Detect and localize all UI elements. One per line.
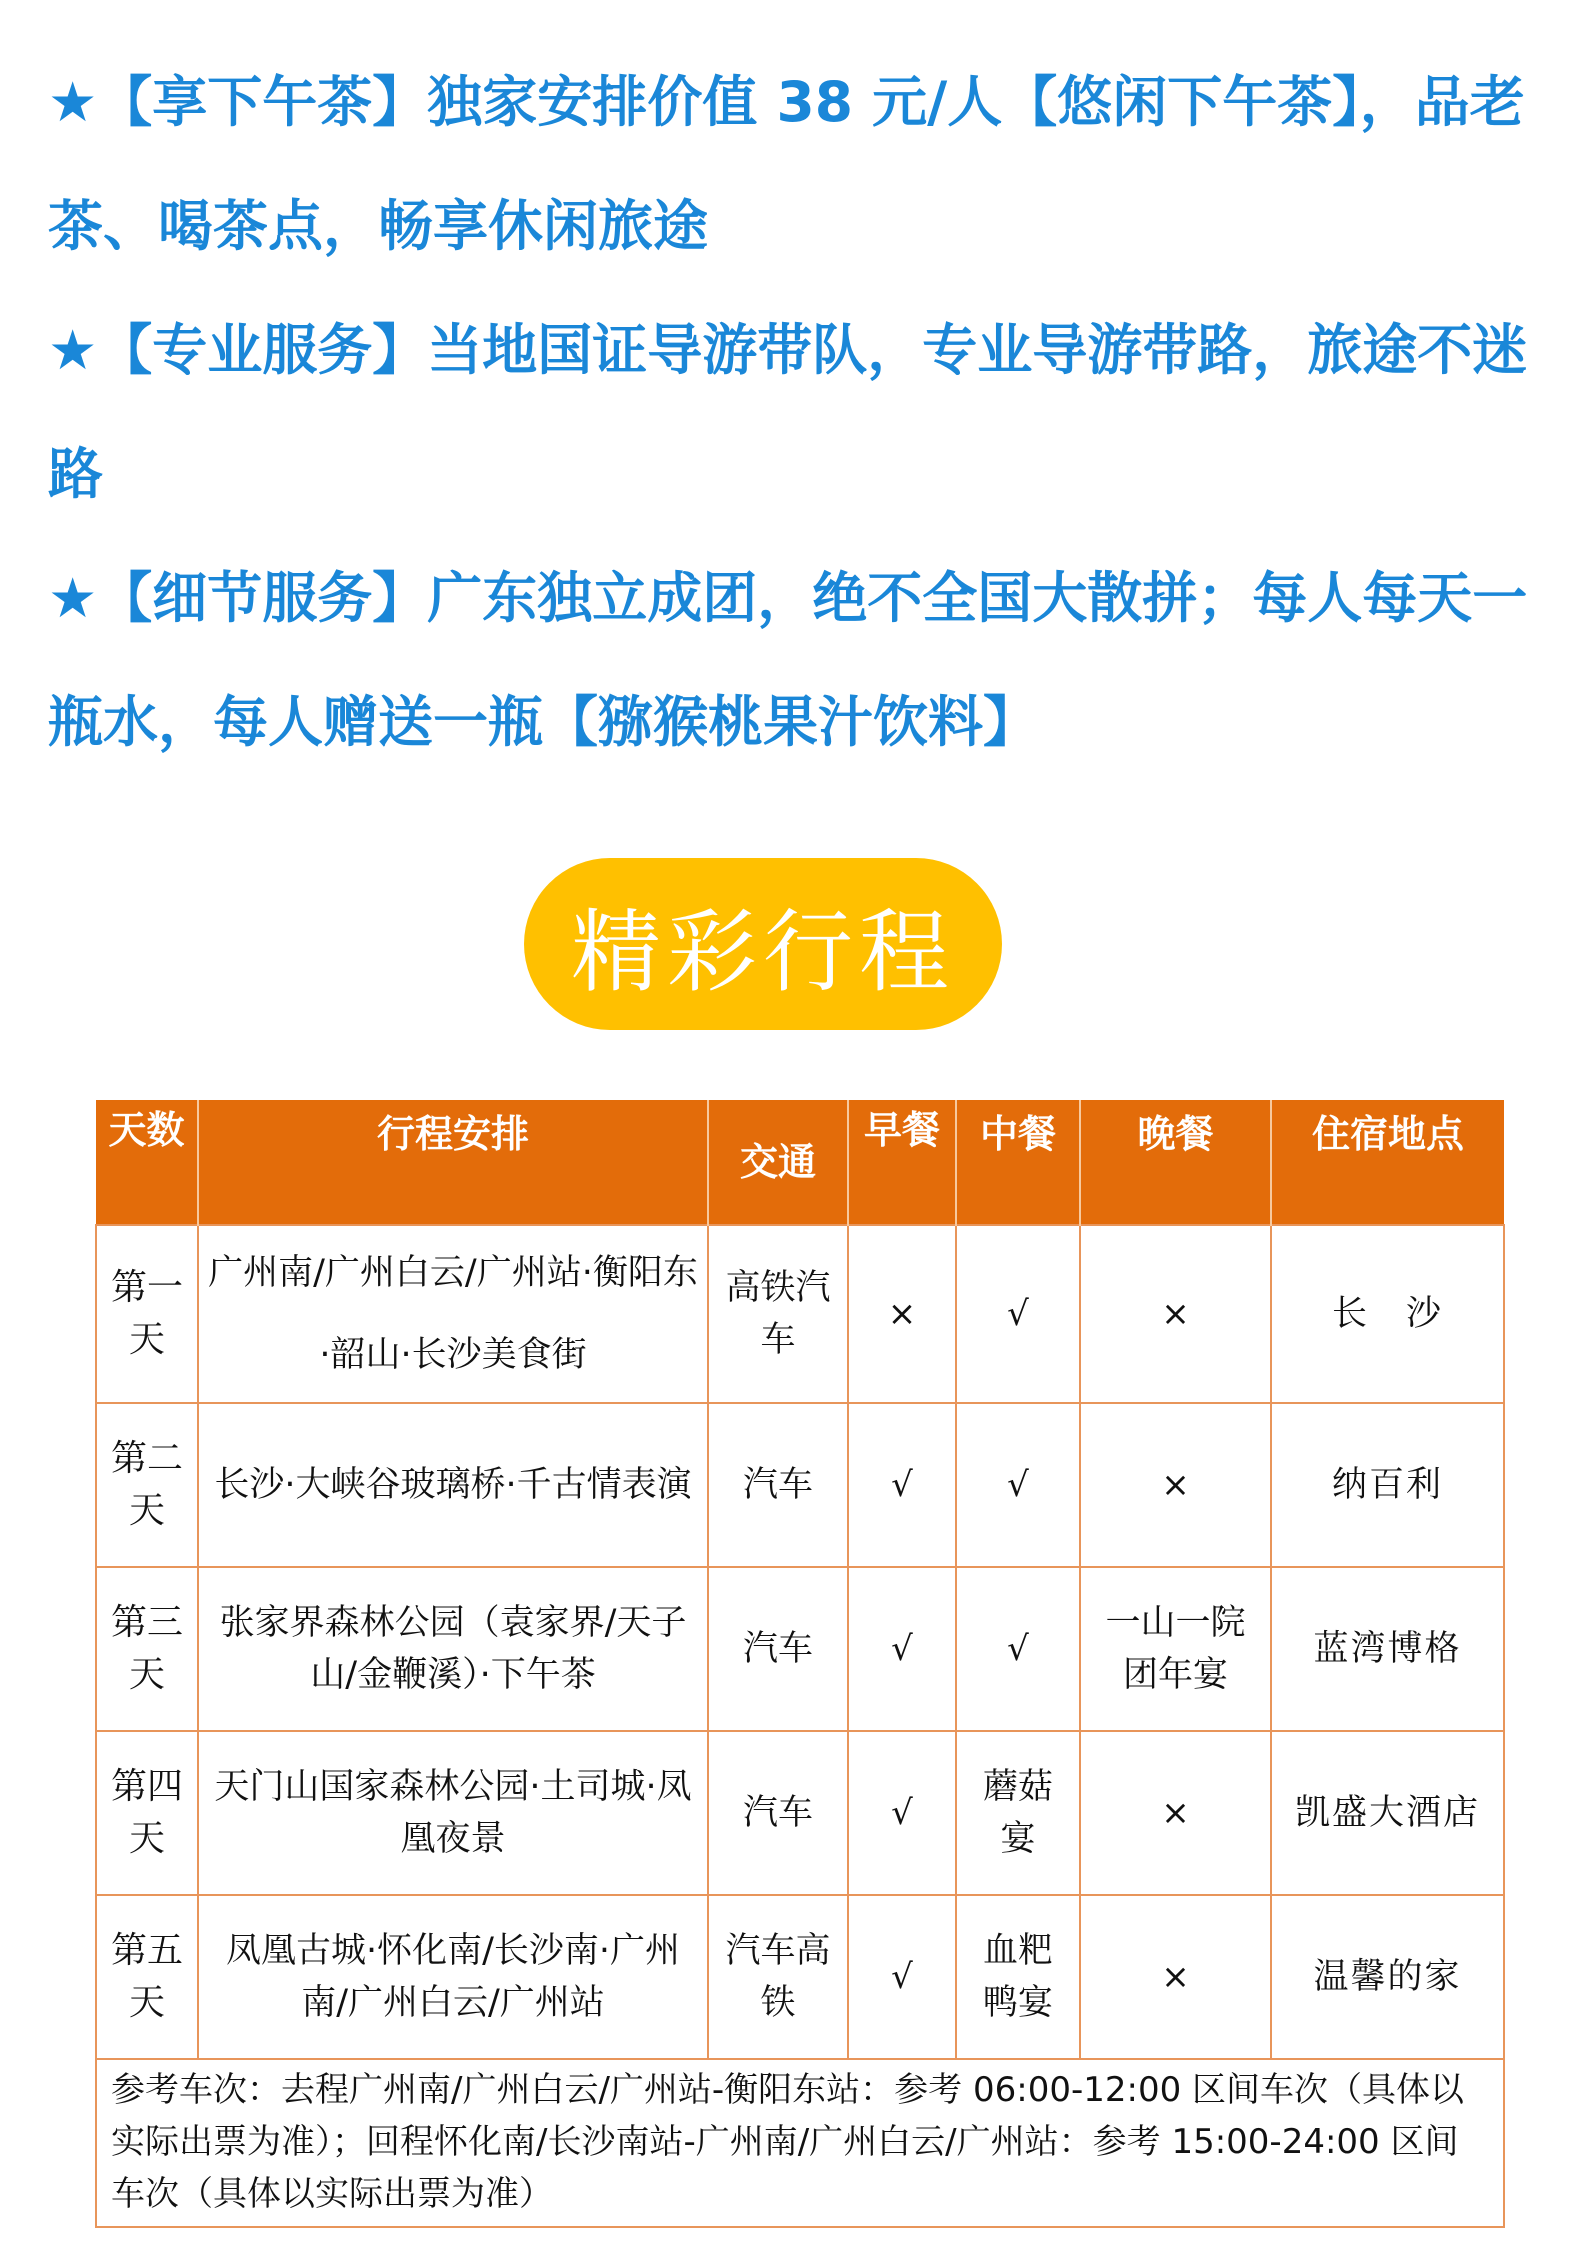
header-transport: 交通: [708, 1100, 848, 1225]
transport-cell: 汽车: [708, 1567, 848, 1731]
table-row: [96, 1403, 1504, 1567]
plan-cell: 广州南/广州白云/广州站·衡阳东·韶山·长沙美食街: [198, 1225, 708, 1403]
transport-cell: 汽车: [708, 1403, 848, 1567]
breakfast-cell: √: [848, 1403, 956, 1567]
hotel-cell: 凯盛大酒店: [1271, 1731, 1504, 1895]
header-breakfast: 早餐: [848, 1100, 956, 1225]
table-row: [96, 1567, 1504, 1731]
lunch-cell: 血粑鸭宴: [956, 1895, 1080, 2059]
day-cell: 第一天: [96, 1225, 198, 1403]
header-day: 天数: [96, 1100, 198, 1225]
hotel-cell: 温馨的家: [1271, 1895, 1504, 2059]
feature-detail-service: ★【细节服务】广东独立成团，绝不全国大散拼；每人每天一瓶水，每人赠送一瓶【猕猴桃果汁饮料】: [48, 566, 1528, 754]
lunch-cell: √: [956, 1225, 1080, 1403]
breakfast-cell: ×: [848, 1225, 956, 1403]
feature-afternoon-tea: ★【享下午茶】独家安排价值 38 元/人【悠闲下午茶】，品老茶、喝茶点，畅享休闲旅途: [48, 70, 1525, 258]
section-title: 精彩行程: [571, 900, 955, 1005]
plan-cell: 长沙·大峡谷玻璃桥·千古情表演: [198, 1403, 708, 1567]
table-note-row: [96, 2059, 1504, 2227]
plan-cell: 凤凰古城·怀化南/长沙南·广州南/广州白云/广州站: [198, 1895, 708, 2059]
header-hotel: 住宿地点: [1271, 1100, 1504, 1225]
breakfast-cell: √: [848, 1895, 956, 2059]
transport-cell: 汽车高铁: [708, 1895, 848, 2059]
day-cell: 第二天: [96, 1403, 198, 1567]
feature-list: [48, 40, 1548, 784]
itinerary-table: [95, 1100, 1505, 2228]
plan-cell: 天门山国家森林公园·土司城·凤凰夜景: [198, 1731, 708, 1895]
header-dinner: 晚餐: [1080, 1100, 1271, 1225]
day-cell: 第四天: [96, 1731, 198, 1895]
day-cell: 第三天: [96, 1567, 198, 1731]
table-header-row: [96, 1100, 1504, 1225]
dinner-cell: 一山一院团年宴: [1080, 1567, 1271, 1731]
transport-cell: 汽车: [708, 1731, 848, 1895]
section-title-badge: [524, 858, 1002, 1030]
lunch-cell: √: [956, 1403, 1080, 1567]
train-reference-note: 参考车次：去程广州南/广州白云/广州站-衡阳东站：参考 06:00-12:00 区间车次（具体以实际出票为准）；回程怀化南/长沙南站-广州南/广州白云/广州站：参考 15:00-24:00 区间车次（具体以实际出票为准）: [96, 2059, 1504, 2227]
table-row: [96, 1895, 1504, 2059]
transport-cell: 高铁汽车: [708, 1225, 848, 1403]
table-row: [96, 1225, 1504, 1403]
lunch-cell: √: [956, 1567, 1080, 1731]
feature-professional-service: ★【专业服务】当地国证导游带队，专业导游带路，旅途不迷路: [48, 318, 1528, 506]
dinner-cell: ×: [1080, 1731, 1271, 1895]
header-lunch: 中餐: [956, 1100, 1080, 1225]
hotel-cell: 蓝湾博格: [1271, 1567, 1504, 1731]
day-cell: 第五天: [96, 1895, 198, 2059]
plan-cell: 张家界森林公园（袁家界/天子山/金鞭溪）·下午茶: [198, 1567, 708, 1731]
hotel-cell: 纳百利: [1271, 1403, 1504, 1567]
breakfast-cell: √: [848, 1567, 956, 1731]
breakfast-cell: √: [848, 1731, 956, 1895]
dinner-cell: ×: [1080, 1403, 1271, 1567]
hotel-cell: 长 沙: [1271, 1225, 1504, 1403]
dinner-cell: ×: [1080, 1895, 1271, 2059]
header-plan: 行程安排: [198, 1100, 708, 1225]
dinner-cell: ×: [1080, 1225, 1271, 1403]
lunch-cell: 蘑菇宴: [956, 1731, 1080, 1895]
table-row: [96, 1731, 1504, 1895]
